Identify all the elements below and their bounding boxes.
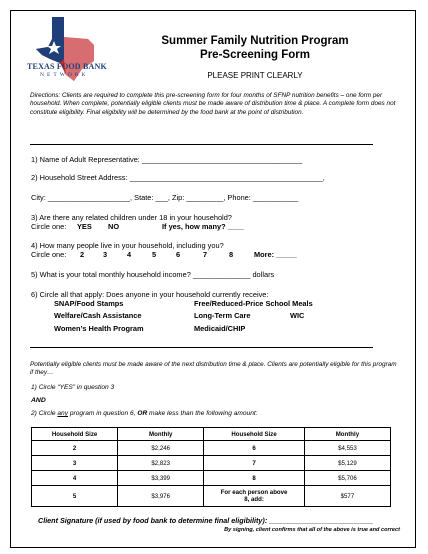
q6-programs-question: 6) Circle all that apply: Does anyone in your household currently receive: [31, 290, 269, 299]
table-cell: $5,129 [304, 456, 390, 471]
q5-monthly-income[interactable]: 5) What is your total monthly household income? ______________ dollars [31, 270, 275, 279]
table-cell: 5 [32, 486, 118, 507]
table-cell: $4,553 [304, 441, 390, 456]
q6-program-long-term-care[interactable]: Long-Term Care [194, 311, 251, 320]
directions-text: Directions: Clients are required to complete this pre-screening form for four months of SFNP nutrition benefits – one form per household. When complete, potentially eligible clients must be made aware of distribution time & place. A complete form does not constitute eligibility. Final eligibility will be determined by the food bank at the point of distribution. [30, 92, 396, 116]
q2-street-address[interactable]: 2) Household Street Address: _______________________________________________, [31, 173, 325, 182]
q6-program-welfare[interactable]: Welfare/Cash Assistance [54, 311, 142, 320]
col-household-size: Household Size [32, 428, 118, 441]
table-cell: $5,706 [304, 471, 390, 486]
table-cell: $3,399 [118, 471, 204, 486]
q3-yes-option[interactable]: YES [77, 222, 92, 231]
q6-program-womens-health[interactable]: Women’s Health Program [54, 324, 144, 333]
col-monthly: Monthly [118, 428, 204, 441]
q4-option[interactable]: 3 [103, 250, 108, 259]
logo-org-name: TEXAS FOOD BANK [27, 62, 107, 71]
q4-option[interactable]: 5 [152, 250, 157, 259]
q3-children-question: 3) Are there any related children under 18 in your household? [31, 213, 232, 222]
section-divider-top [30, 144, 373, 145]
eligibility-condition-2: 2) Circle any program in question 6, OR make less than the following amount: [31, 410, 258, 417]
q6-program-school-meals[interactable]: Free/Reduced-Price School Meals [194, 299, 313, 308]
q4-option[interactable]: 6 [176, 250, 181, 259]
eligibility-and: AND [31, 397, 46, 404]
q6-program-medicaid[interactable]: Medicaid/CHIP [194, 324, 246, 333]
table-cell: 3 [32, 456, 118, 471]
table-cell: 7 [204, 456, 305, 471]
q4-circle-one: Circle one: [31, 250, 67, 259]
signature-confirmation-note: By signing, client confirms that all of the above is true and correct [224, 527, 400, 533]
q3-circle-one: Circle one: [31, 222, 67, 231]
table-row [32, 471, 391, 486]
client-signature-field[interactable]: Client Signature (if used by food bank to determine final eligibility): __________________________ [38, 516, 374, 525]
table-cell: $3,976 [118, 486, 204, 507]
table-cell: 6 [204, 441, 305, 456]
eligibility-note: Potentially eligible clients must be made aware of the next distribution time & place. Clients are potentially eligible for this program if they… [30, 361, 397, 377]
table-cell: $2,823 [118, 456, 204, 471]
table-header-row [32, 428, 391, 441]
q4-option[interactable]: 4 [127, 250, 132, 259]
table-row [32, 441, 391, 456]
form-title: Summer Family Nutrition Program [161, 35, 349, 47]
q3-how-many[interactable]: If yes, how many? ____ [162, 222, 245, 231]
table-cell: For each person above 8, add: [204, 486, 305, 507]
q4-option[interactable]: 7 [203, 250, 208, 259]
table-cell: $2,246 [118, 441, 204, 456]
table-cell: 4 [32, 471, 118, 486]
q4-household-size-question: 4) How many people live in your household, including you? [31, 241, 224, 250]
q4-option[interactable]: 8 [229, 250, 234, 259]
table-cell: $577 [304, 486, 390, 507]
q6-program-snap[interactable]: SNAP/Food Stamps [54, 299, 124, 308]
col-household-size: Household Size [204, 428, 305, 441]
q1-adult-name[interactable]: 1) Name of Adult Representative: _______________________________________ [31, 155, 303, 164]
table-cell: 8 [204, 471, 305, 486]
table-cell: 2 [32, 441, 118, 456]
form-subtitle: Pre-Screening Form [200, 49, 310, 61]
q4-option-more[interactable]: More: _____ [254, 250, 297, 259]
section-divider-bottom [30, 347, 373, 348]
q6-program-wic[interactable]: WIC [290, 311, 305, 320]
logo-org-network: NETWORK [40, 72, 89, 78]
q2-city-state-zip-phone[interactable]: City: ____________________, State: ___, Zip: _________, Phone: ___________ [31, 193, 299, 202]
q3-no-option[interactable]: NO [108, 222, 120, 231]
table-row [32, 456, 391, 471]
table-row [32, 486, 391, 507]
print-clearly-note: PLEASE PRINT CLEARLY [207, 71, 303, 80]
income-table [31, 427, 391, 507]
eligibility-condition-1: 1) Circle “YES” in question 3 [31, 384, 115, 391]
q4-option[interactable]: 2 [80, 250, 85, 259]
col-monthly: Monthly [304, 428, 390, 441]
